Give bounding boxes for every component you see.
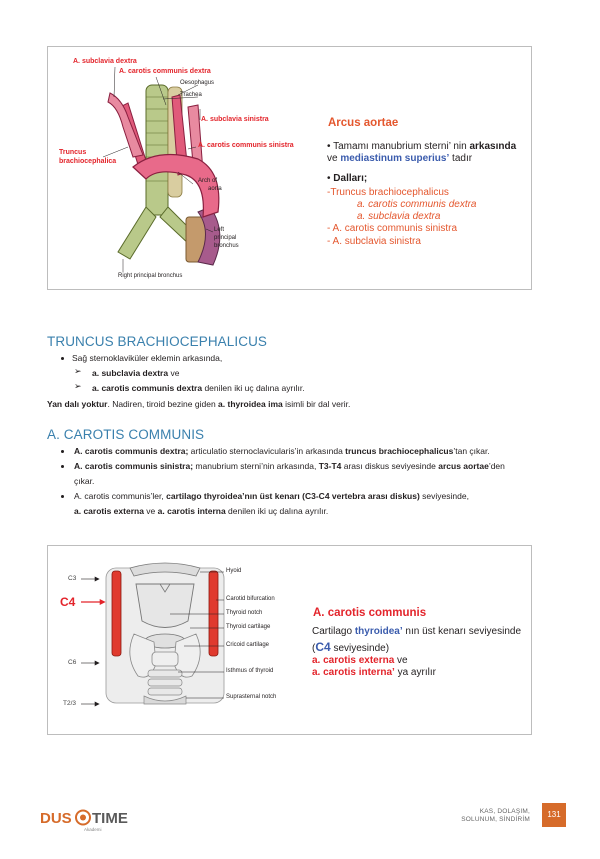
level-c3: C3 (68, 575, 77, 582)
level-t23: T2/3 (63, 700, 77, 707)
arrow-bullet-icon: ➢ (74, 381, 82, 391)
label-cricoid-cartilage: Cricoid cartilage (226, 642, 270, 648)
label-left-bronchus-1: Left (214, 227, 225, 233)
branch-subclavia-dextra: a. subclavia dextra (357, 211, 441, 222)
truncus-side-branch-note: Yan dalı yoktur. Nadiren, tiroid bezine giden a. thyroidea ima isimli bir dal verir. (47, 399, 351, 409)
carotis-bullet1: A. carotis communis dextra; articulatio sternoclavicularis’in arkasında truncus brachiocephalicus’tan çıkar. (74, 446, 490, 456)
arrow-bullet-icon: ➢ (74, 366, 82, 376)
carotis-figure-line1: Cartilago thyroidea’ nın üst kenarı seviyesinde (312, 626, 522, 637)
truncus-section-title: TRUNCUS BRACHIOCEPHALICUS (47, 334, 268, 349)
label-carotid-bifurcation: Carotid bifurcation (226, 596, 275, 602)
carotis-section-title: A. CAROTIS COMMUNIS (47, 427, 205, 442)
label-left-bronchus-3: bronchus (214, 243, 239, 249)
truncus-bullet: Sağ sternoklaviküler eklemin arkasında, (72, 353, 223, 363)
page-number: 131 (542, 803, 566, 827)
carotis-communis-title: A. carotis communis (313, 607, 427, 619)
label-arch-line1: Arch of (198, 178, 218, 184)
label-suprasternal-notch: Suprasternal notch (226, 694, 277, 700)
bullet-dot (61, 495, 64, 498)
label-left-bronchus-2: principal (214, 235, 237, 241)
label-carotis-communis-dextra: A. carotis communis dextra (119, 68, 211, 75)
logo-icon (40, 806, 140, 834)
footer-section-name: KAS, DOLAŞIM, SOLUNUM, SİNDİRİM (461, 808, 530, 824)
label-subclavia-sinistra: A. subclavia sinistra (201, 116, 269, 123)
truncus-arrow2: a. carotis communis dextra denilen iki uç dalına ayrılır. (92, 383, 305, 393)
arcus-aortae-title: Arcus aortae (328, 117, 399, 129)
label-arch-line2: aorta (208, 186, 222, 192)
label-trachea: Trachea (180, 92, 202, 98)
label-carotis-communis-sinistra: A. carotis communis sinistra (198, 142, 294, 149)
branch-truncus: -Truncus brachiocephalicus (327, 187, 449, 198)
label-right-bronchus: Right principal bronchus (118, 273, 183, 279)
carotis-bullet3-cont: a. carotis externa ve a. carotis interna denilen iki uç dalına ayrılır. (74, 506, 329, 516)
dustime-logo (40, 806, 140, 832)
level-c6: C6 (68, 659, 77, 666)
label-hyoid: Hyoid (226, 568, 242, 574)
carotis-figure-line4: a. carotis interna’ ya ayrılır (312, 667, 436, 678)
carotis-communis-figure (47, 545, 532, 735)
aortic-arch-illustration (48, 47, 533, 291)
truncus-arrow1: a. subclavia dextra ve (92, 368, 180, 378)
level-c4: C4 (60, 595, 76, 609)
bullet-dot (61, 450, 64, 453)
carotis-bullet3: A. carotis communis’ler, cartilago thyroidea’nın üst kenarı (C3-C4 vertebra arası diskus) seviyesinde, (74, 491, 469, 501)
label-oesophagus: Oesophagus (180, 80, 215, 86)
svg-text:TIME: TIME (92, 810, 128, 827)
label-isthmus: Isthmus of thyroid (226, 668, 274, 674)
label-truncus-line2: brachiocephalica (59, 158, 117, 165)
arcus-aortae-figure (47, 46, 532, 290)
branch-carotis-dextra: a. carotis communis dextra (357, 199, 477, 210)
svg-text:Akademi: Akademi (84, 827, 102, 832)
label-thyroid-notch: Thyroid notch (226, 610, 263, 616)
carotis-bullet2-cont: çıkar. (74, 476, 95, 486)
bullet-dot (61, 357, 64, 360)
label-thyroid-cartilage: Thyroid cartilage (226, 624, 271, 630)
arcus-aortae-bullet1: • Tamamı manubrium sterni’ nin arkasında ve mediastinum superius’ tadır (327, 141, 517, 164)
svg-text:DUS: DUS (40, 810, 72, 827)
branch-carotis-sinistra: - A. carotis communis sinistra (327, 223, 458, 234)
carotis-figure-line3: a. carotis externa ve (312, 655, 408, 666)
label-truncus-line1: Truncus (59, 149, 87, 156)
branch-subclavia-sinistra: - A. subclavia sinistra (327, 236, 421, 247)
bullet-dot (61, 465, 64, 468)
carotis-bullet2: A. carotis communis sinistra; manubrium sterni’nin arkasında, T3-T4 arası diskus seviyesinde arcus aortae’den (74, 461, 505, 471)
branches-title: • Dalları; (327, 173, 368, 184)
carotis-figure-line2: (C4 seviyesinde) (312, 640, 390, 654)
label-subclavia-dextra: A. subclavia dextra (73, 58, 137, 65)
neck-anatomy-illustration (48, 546, 533, 736)
